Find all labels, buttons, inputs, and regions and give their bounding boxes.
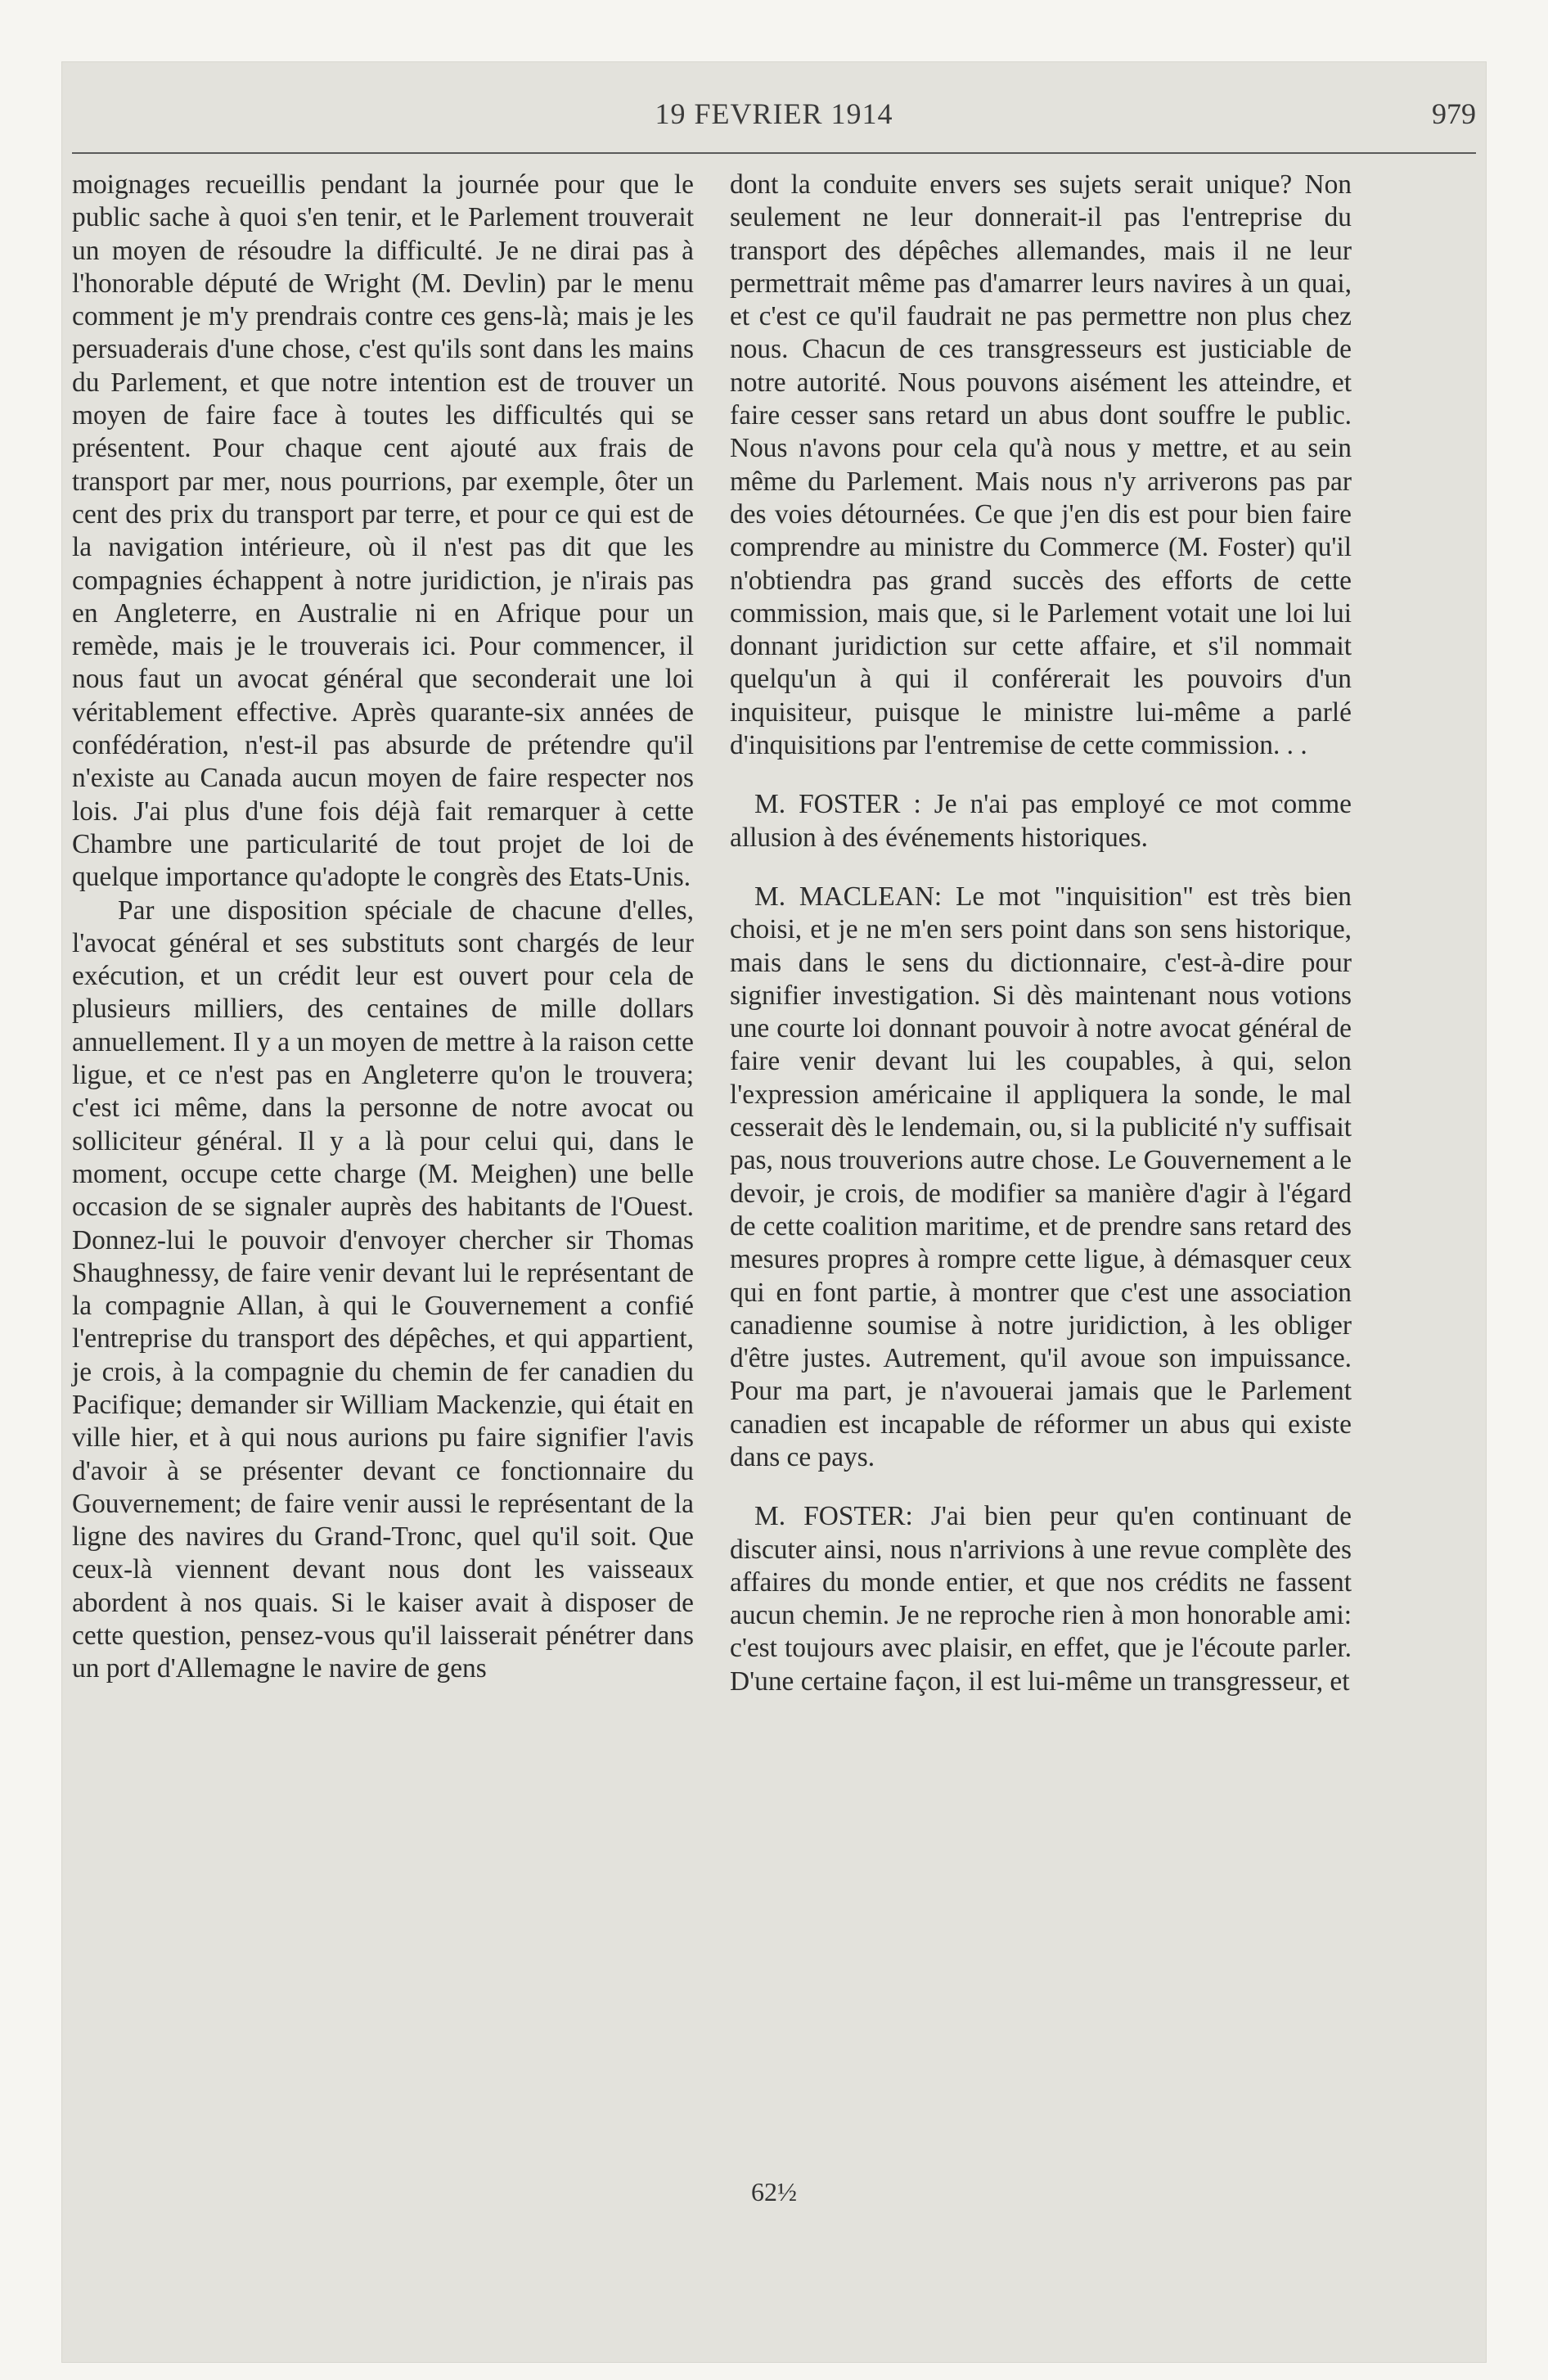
right-column: [730, 169, 1352, 1698]
left-paragraph-2: Par une disposition spéciale de chacune d'elles, l'avocat général et ses substituts sont chargés de leur exécution, et un crédit leur est ouvert pour cela de plusieurs milliers, des centaines de mille dollars annuellement. Il y a un moyen de mettre à la raison cette ligue, et ce n'est pas en Angleterre qu'on le trouvera; c'est ici même, dans la personne de notre avocat ou solliciteur général. Il y a là pour celui qui, dans le moment, occupe cette charge (M. Meighen) une belle occasion de se signaler auprès des habitants de l'Ouest. Donnez-lui le pouvoir d'envoyer chercher sir Thomas Shaughnessy, de faire venir devant lui le représentant de la compagnie Allan, à qui le Gouvernement a confié l'entreprise du transport des dépêches, et qui appartient, je crois, à la compagnie du chemin de fer canadien du Pacifique; demander sir William Mackenzie, qui était en ville hier, et à qui nous aurions pu faire signifier l'avis d'avoir à se présenter devant ce fonctionnaire du Gouvernement; de faire venir aussi le représentant de la ligne des navires du Grand-Tronc, quel qu'il soit. Que ceux-là viennent devant nous dont les vaisseaux abordent à nos quais. Si le kaiser avait à disposer de cette question, pensez-vous qu'il laisserait pénétrer dans un port d'Allemagne le navire de gens: [72, 895, 694, 1684]
page-header: [72, 97, 1476, 146]
header-rule: [72, 152, 1476, 154]
right-paragraph-1: dont la conduite envers ses sujets serait unique? Non seulement ne leur donnerait-il pas l'entreprise du transport des dépêches allemandes, mais il ne leur permettrait même pas d'amarrer leurs navires à un quai, et c'est ce qu'il faudrait ne pas permettre non plus chez nous. Chacun de ces transgresseurs est justiciable de notre autorité. Nous pouvons aisément les atteindre, et faire cesser sans retard un abus dont souffre le public. Nous n'avons pour cela qu'à nous y mettre, et au sein même du Parlement. Mais nous n'y arriverons pas par des voies détournées. Ce que j'en dis est pour bien faire comprendre au ministre du Commerce (M. Foster) qu'il n'obtiendra pas grand succès des efforts de cette commission, mais que, si le Parlement votait une loi lui donnant juridiction sur cette affaire, et s'il nommait quelqu'un à qui il conférerait les pouvoirs d'un inquisiteur, puisque le ministre lui-même a parlé d'inquisitions par l'entremise de cette commission. . .: [730, 169, 1352, 761]
left-column: [72, 169, 694, 1686]
right-paragraph-4: M. FOSTER: J'ai bien peur qu'en continuant de discuter ainsi, nous n'arrivions à une revue complète des affaires du monde entier, et que nos crédits ne fassent aucun chemin. Je ne reproche rien à mon honorable ami: c'est toujours avec plaisir, en effet, que je l'écoute parler. D'une certaine façon, il est lui-même un transgresseur, et: [730, 1501, 1352, 1697]
right-paragraph-3: M. MACLEAN: Le mot "inquisition" est très bien choisi, et je ne m'en sers point dans son sens historique, mais dans le sens du dictionnaire, c'est-à-dire pour signifier investigation. Si dès maintenant nous votions une courte loi donnant pouvoir à notre avocat général de faire venir devant lui les coupables, à qui, selon l'expression américaine il appliquera la sonde, le mal cesserait dès le lendemain, ou, si la publicité n'y suffisait pas, nous trouverions autre chose. Le Gouvernement a le devoir, je crois, de modifier sa manière d'agir à l'égard de cette coalition maritime, et de prendre sans retard des mesures propres à rompre cette ligue, à démasquer ceux qui en font partie, à montrer que c'est une association canadienne soumise à notre juridiction, à les obliger d'être justes. Autrement, qu'il avoue son impuissance. Pour ma part, je n'avouerai jamais que le Parlement canadien est incapable de réformer un abus qui existe dans ce pays.: [730, 881, 1352, 1472]
signature-mark: 62½: [751, 2177, 797, 2206]
left-paragraph-1: moignages recueillis pendant la journée pour que le public sache à quoi s'en tenir, et le Parlement trouverait un moyen de résoudre la difficulté. Je ne dirai pas à l'honorable député de Wright (M. Devlin) par le menu comment je m'y prendrais contre ces gens-là; mais je les persuaderais d'une chose, c'est qu'ils sont dans les mains du Parlement, et que notre intention est de trouver un moyen de faire face à toutes les difficultés qui se présentent. Pour chaque cent ajouté aux frais de transport par mer, nous pourrions, par exemple, ôter un cent des prix du transport par terre, et pour ce qui est de la navigation intérieure, où il n'est pas dit que les compagnies échappent à notre juridiction, je n'irais pas en Angleterre, en Australie ni en Afrique pour un remède, mais je le trouverais ici. Pour commencer, il nous faut un avocat général que seconderait une loi véritablement effective. Après quarante-six années de confédération, n'est-il pas absurde de prétendre qu'il n'existe au Canada aucun moyen de faire respecter nos lois. J'ai plus d'une fois déjà fait remarquer à cette Chambre une particularité de tout projet de loi de quelque importance qu'adopte le congrès des Etats-Unis.: [72, 169, 694, 893]
header-date: 19 FEVRIER 1914: [655, 97, 893, 130]
right-paragraph-2: M. FOSTER : Je n'ai pas employé ce mot comme allusion à des événements historiques.: [730, 789, 1352, 853]
page-number: 979: [1432, 97, 1476, 130]
